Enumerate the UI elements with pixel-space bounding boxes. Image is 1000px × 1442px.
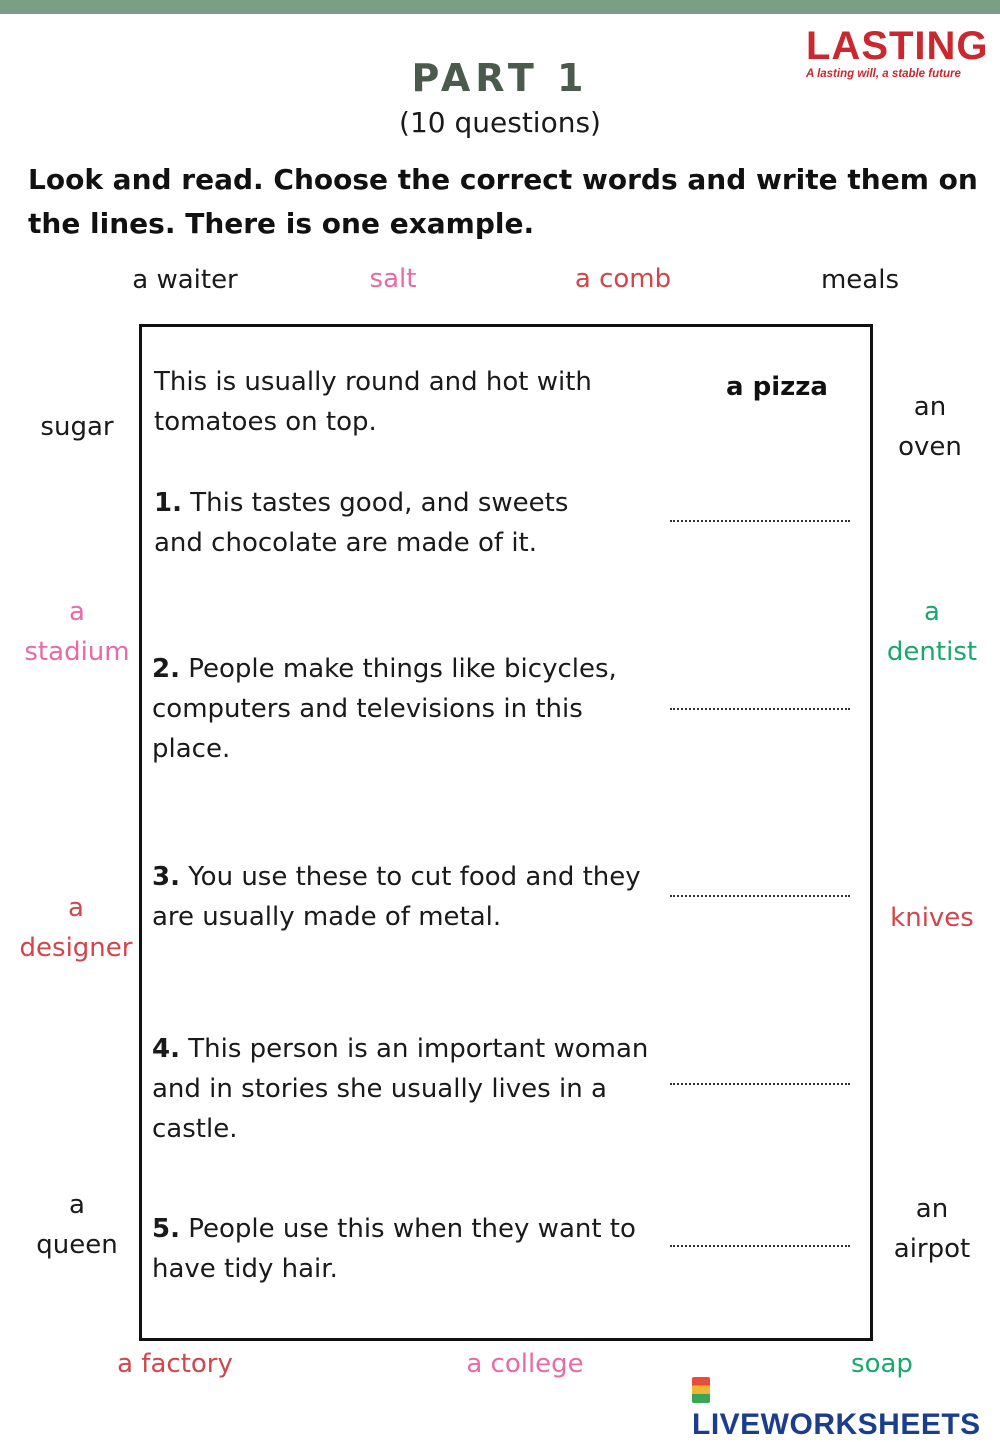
word-knives: knives bbox=[890, 903, 974, 933]
liveworksheets-icon bbox=[692, 1377, 710, 1403]
word-a-waiter: a waiter bbox=[132, 265, 238, 295]
word-soap: soap bbox=[851, 1349, 913, 1379]
word-an-airpot: an airpot bbox=[893, 1194, 971, 1264]
liveworksheets-logo bbox=[692, 1374, 1000, 1442]
question-box bbox=[139, 324, 873, 1341]
page-title: PART 1 bbox=[411, 56, 589, 100]
question-5-text: People use this when they want to have tidy hair. bbox=[152, 1214, 636, 1284]
word-a-designer: a designer bbox=[19, 893, 133, 963]
logo-tagline: A lasting will, a stable future bbox=[806, 68, 961, 80]
example-answer: a pizza bbox=[726, 372, 828, 402]
answer-line-1[interactable] bbox=[670, 520, 850, 522]
answer-line-4[interactable] bbox=[670, 1083, 850, 1085]
question-1 bbox=[154, 483, 624, 563]
question-3-number: 3. bbox=[152, 862, 180, 892]
top-accent-bar bbox=[0, 0, 1000, 14]
word-sugar: sugar bbox=[40, 412, 114, 442]
question-3 bbox=[152, 857, 642, 937]
question-1-number: 1. bbox=[154, 488, 182, 518]
question-4 bbox=[152, 1029, 652, 1149]
logo-wordmark: LASTING bbox=[806, 24, 989, 68]
answer-line-3[interactable] bbox=[670, 895, 850, 897]
instructions: Look and read. Choose the correct words and write them on the lines. There is one example. bbox=[28, 163, 978, 240]
word-a-factory: a factory bbox=[117, 1349, 233, 1379]
question-4-text: This person is an important woman and in stories she usually lives in a castle. bbox=[152, 1034, 649, 1144]
word-a-college: a college bbox=[466, 1349, 584, 1379]
word-salt: salt bbox=[369, 264, 417, 294]
question-2-text: People make things like bicycles, computers and televisions in this place. bbox=[152, 654, 617, 764]
word-a-comb: a comb bbox=[574, 264, 672, 294]
word-an-oven: an oven bbox=[898, 392, 962, 462]
question-4-number: 4. bbox=[152, 1034, 180, 1064]
word-a-dentist: a dentist bbox=[886, 597, 978, 667]
question-2 bbox=[152, 649, 632, 769]
example-text: This is usually round and hot with tomatoes on top. bbox=[154, 367, 592, 437]
liveworksheets-wordmark: LIVEWORKSHEETS bbox=[692, 1408, 981, 1441]
question-2-number: 2. bbox=[152, 654, 180, 684]
question-3-text: You use these to cut food and they are usually made of metal. bbox=[152, 862, 641, 932]
page-subtitle: (10 questions) bbox=[399, 106, 601, 139]
answer-line-2[interactable] bbox=[670, 708, 850, 710]
word-a-queen: a queen bbox=[36, 1190, 118, 1260]
answer-line-5[interactable] bbox=[670, 1245, 850, 1247]
word-meals: meals bbox=[820, 265, 900, 295]
question-1-text: This tastes good, and sweets and chocolate are made of it. bbox=[154, 488, 569, 558]
question-5-number: 5. bbox=[152, 1214, 180, 1244]
word-a-stadium: a stadium bbox=[24, 597, 130, 667]
question-5 bbox=[152, 1209, 642, 1289]
